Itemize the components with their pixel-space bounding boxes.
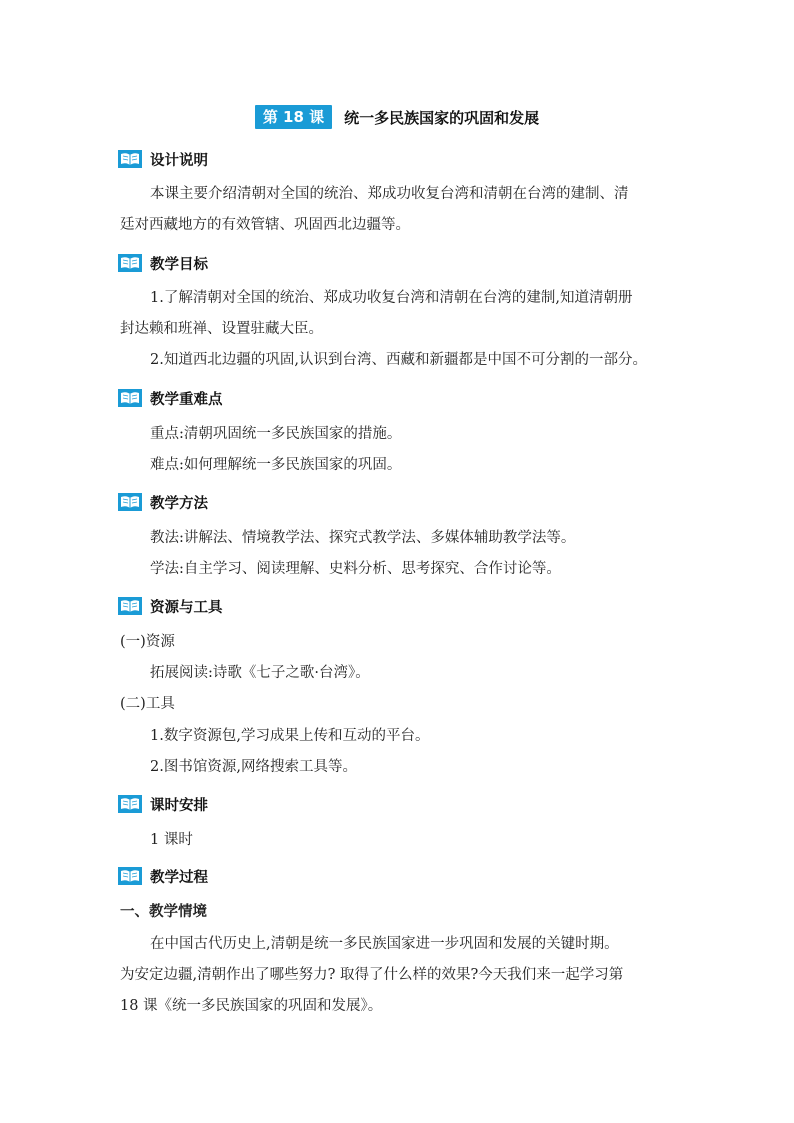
section-heading-keypoints xyxy=(118,387,223,409)
open-book-icon xyxy=(118,795,142,813)
section-title: 设计说明 xyxy=(150,152,208,169)
section-heading-goals xyxy=(118,252,208,274)
section-heading-process xyxy=(118,865,208,887)
section-title: 教学重难点 xyxy=(150,391,223,408)
paragraph-line: 教法:讲解法、情境教学法、探究式教学法、多媒体辅助教学法等。 xyxy=(150,530,576,546)
paragraph-line: 重点:清朝巩固统一多民族国家的措施。 xyxy=(150,426,402,442)
paragraph-line: 廷对西藏地方的有效管辖、巩固西北边疆等。 xyxy=(120,217,410,233)
section-title: 教学方法 xyxy=(150,495,208,512)
paragraph-line: 本课主要介绍清朝对全国的统治、郑成功收复台湾和清朝在台湾的建制、清 xyxy=(150,186,629,202)
subsection-title: (一)资源 xyxy=(120,634,175,650)
paragraph-line: 18 课《统一多民族国家的巩固和发展》。 xyxy=(120,998,383,1014)
lesson-title: 统一多民族国家的巩固和发展 xyxy=(344,108,540,127)
open-book-icon xyxy=(118,389,142,407)
paragraph-line: 在中国古代历史上,清朝是统一多民族国家进一步巩固和发展的关键时期。 xyxy=(150,936,619,952)
paragraph-line: 拓展阅读:诗歌《七子之歌·台湾》。 xyxy=(150,665,370,681)
section-title: 教学过程 xyxy=(150,869,208,886)
paragraph-line: 1.了解清朝对全国的统治、郑成功收复台湾和清朝在台湾的建制,知道清朝册 xyxy=(150,290,633,306)
open-book-icon xyxy=(118,867,142,885)
lesson-title-row xyxy=(0,104,794,130)
open-book-icon xyxy=(118,254,142,272)
open-book-icon xyxy=(118,150,142,168)
paragraph-line: 学法:自主学习、阅读理解、史料分析、思考探究、合作讨论等。 xyxy=(150,561,561,577)
open-book-icon xyxy=(118,597,142,615)
section-heading-resources xyxy=(118,595,223,617)
lesson-number-badge: 第 18 课 xyxy=(255,105,332,129)
section-title: 课时安排 xyxy=(150,797,208,814)
section-heading-design xyxy=(118,148,208,170)
paragraph-line: 1 课时 xyxy=(150,832,193,848)
section-title: 教学目标 xyxy=(150,256,208,273)
paragraph-line: 封达赖和班禅、设置驻藏大臣。 xyxy=(120,321,323,337)
open-book-icon xyxy=(118,493,142,511)
section-heading-methods xyxy=(118,491,208,513)
paragraph-line: 2.知道西北边疆的巩固,认识到台湾、西藏和新疆都是中国不可分割的一部分。 xyxy=(150,352,647,368)
paragraph-line: 1.数字资源包,学习成果上传和互动的平台。 xyxy=(150,728,430,744)
section-heading-schedule xyxy=(118,793,208,815)
paragraph-line: 为安定边疆,清朝作出了哪些努力? 取得了什么样的效果?今天我们来一起学习第 xyxy=(120,967,624,983)
paragraph-line: 2.图书馆资源,网络搜索工具等。 xyxy=(150,759,357,775)
subsection-title: 一、教学情境 xyxy=(120,904,207,920)
subsection-title: (二)工具 xyxy=(120,696,175,712)
paragraph-line: 难点:如何理解统一多民族国家的巩固。 xyxy=(150,457,402,473)
section-title: 资源与工具 xyxy=(150,599,223,616)
